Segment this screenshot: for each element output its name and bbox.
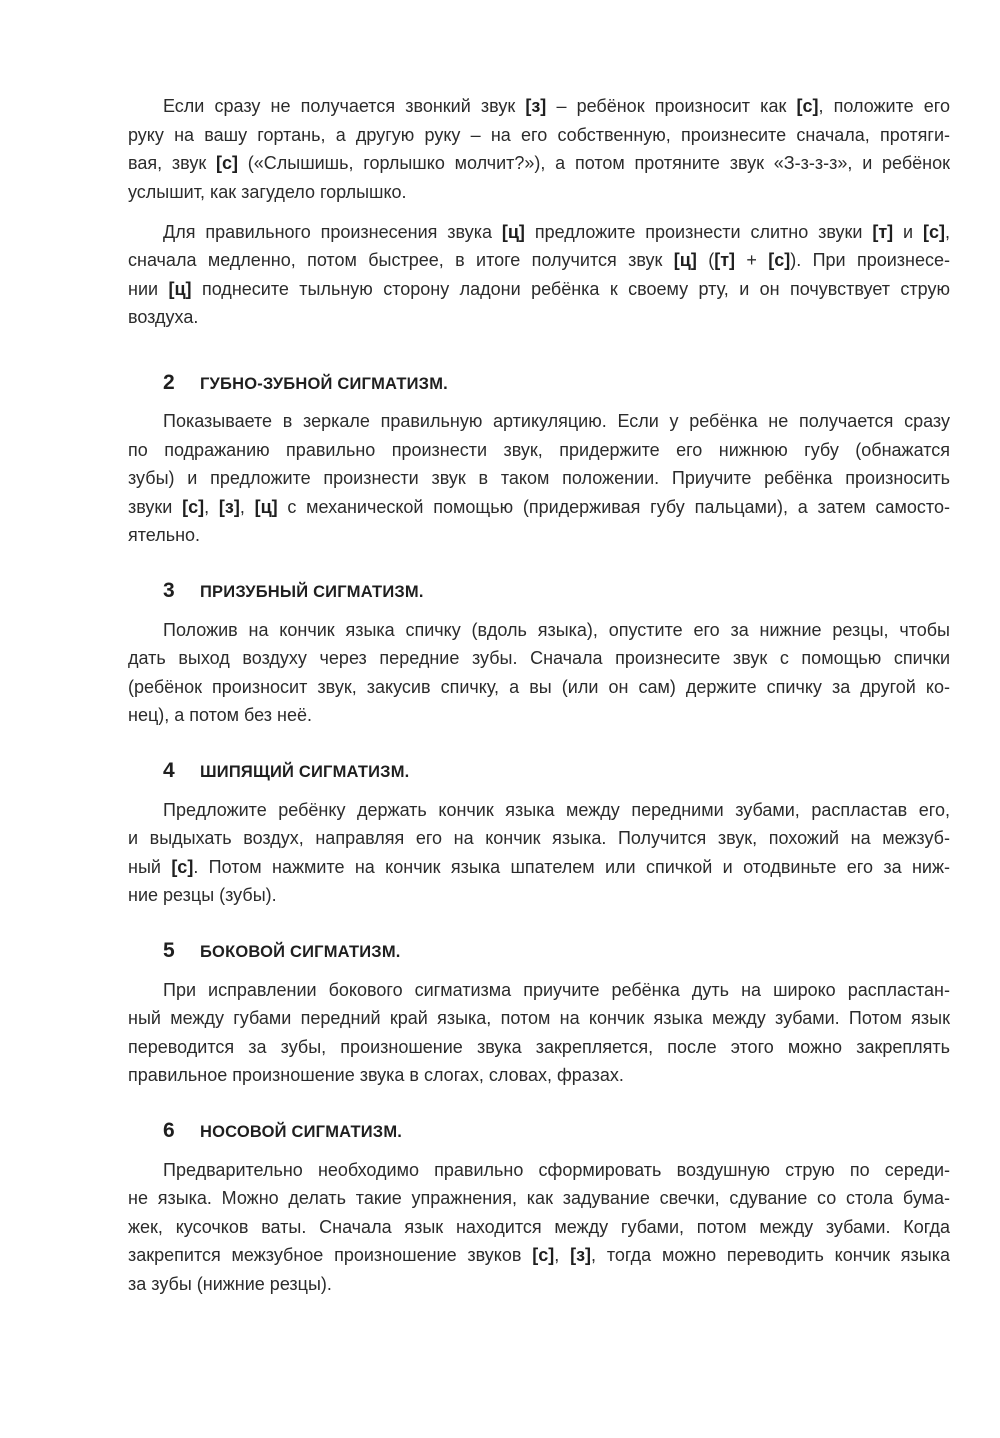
paragraph xyxy=(128,976,950,1090)
text-line xyxy=(128,407,950,436)
text-line xyxy=(128,178,950,207)
section-title: ШИПЯЩИЙ СИГМАТИЗМ. xyxy=(200,763,410,781)
section-title: ПРИЗУБНЫЙ СИГМАТИЗМ. xyxy=(200,583,424,601)
text-segment: сначала медленно, потом быстрее, в итоге получится звук xyxy=(128,250,674,270)
text-segment: Показываете в зеркале правильную артикуляцию. Если у ребёнка не получается сразу xyxy=(163,411,950,431)
sound-symbol: [т] xyxy=(714,250,736,270)
section-title: НОСОВОЙ СИГМАТИЗМ. xyxy=(200,1123,403,1141)
text-line xyxy=(128,1213,950,1242)
text-line xyxy=(128,1004,950,1033)
text-line xyxy=(128,796,950,825)
text-segment: не языка. Можно делать такие упражнения, как задувание свечки, сдувание со стола бума- xyxy=(128,1188,950,1208)
text-segment: переводится за зубы, произношение звука закрепляется, после этого можно закреплять xyxy=(128,1036,950,1057)
text-segment: , xyxy=(944,221,950,242)
text-segment: нии xyxy=(128,278,169,299)
sound-symbol: [с] xyxy=(922,221,945,242)
text-line xyxy=(128,275,950,304)
sound-symbol: [ц] xyxy=(501,221,525,242)
paragraph xyxy=(128,616,950,730)
text-segment: звуки xyxy=(128,496,183,517)
text-line xyxy=(128,92,950,121)
sound-symbol: [с] xyxy=(171,856,194,877)
text-segment: («Слышишь, горлышко молчит?»), а потом протяните звук «З-з-з-з», и ребёнок xyxy=(237,153,950,173)
sound-symbol: [з] xyxy=(525,96,547,116)
text-segment: + xyxy=(735,250,769,270)
text-line xyxy=(128,218,950,247)
text-line xyxy=(128,149,950,178)
text-line xyxy=(128,464,950,493)
page-body xyxy=(128,92,950,1298)
text-segment: вая, звук xyxy=(128,153,216,173)
text-line xyxy=(128,1156,950,1185)
text-segment: поднесите тыльную сторону ладони ребёнка к своему рту, и он почувствует струю xyxy=(191,278,950,299)
text-segment: ный между губами передний край языка, потом на кончик языка между зубами. Потом язык xyxy=(128,1008,950,1028)
text-segment: ). При произнесе- xyxy=(790,250,950,270)
section-heading xyxy=(128,1117,950,1146)
sound-symbol: [с] xyxy=(532,1245,555,1265)
text-segment: правильное произношение звука в слогах, словах, фразах. xyxy=(128,1065,624,1085)
text-segment: , xyxy=(554,1245,571,1265)
text-line xyxy=(128,1061,950,1090)
text-line xyxy=(128,121,950,150)
section-number: 4 xyxy=(163,759,175,782)
sound-symbol: [з] xyxy=(570,1245,592,1265)
text-line xyxy=(128,673,950,702)
text-segment: зубы) и предложите произнести звук в таком положении. Приучите ребёнка произносить xyxy=(128,468,950,488)
paragraph xyxy=(128,1156,950,1299)
paragraph xyxy=(128,218,950,332)
text-line xyxy=(128,976,950,1005)
sound-symbol: [с] xyxy=(215,153,238,173)
text-segment: нец), а потом без неё. xyxy=(128,705,312,725)
text-segment: закрепится межзубное произношение звуков xyxy=(128,1245,533,1265)
text-segment: с механической помощью (придерживая губу пальцами), а затем самосто- xyxy=(277,496,950,517)
section-number: 6 xyxy=(163,1119,175,1142)
section-number: 2 xyxy=(163,370,175,394)
text-line xyxy=(128,1033,950,1062)
sound-symbol: [с] xyxy=(182,496,205,517)
text-segment: и выдыхать воздух, направляя его на кончик языка. Получится звук, похожий на межзуб- xyxy=(128,828,950,848)
text-segment: . Потом нажмите на кончик языка шпателем или спичкой и отодвиньте его за ниж- xyxy=(193,856,951,877)
text-segment: , положите его xyxy=(818,96,950,116)
text-segment: воздуха. xyxy=(128,307,199,327)
paragraph xyxy=(128,92,950,206)
text-line xyxy=(128,644,950,673)
text-line xyxy=(128,853,950,882)
text-segment: Предложите ребёнку держать кончик языка между передними зубами, распластав его, xyxy=(163,799,950,820)
text-line xyxy=(128,881,950,910)
text-segment: – ребёнок произносит как xyxy=(546,96,797,116)
text-segment: за зубы (нижние резцы). xyxy=(128,1273,332,1294)
text-segment: При исправлении бокового сигматизма приучите ребёнка дуть на широко распластан- xyxy=(163,979,950,1000)
sound-symbol: [с] xyxy=(768,250,791,270)
text-segment: Предварительно необходимо правильно сформировать воздушную струю по середи- xyxy=(163,1159,950,1180)
section-heading xyxy=(128,937,950,966)
text-line xyxy=(128,1270,950,1299)
text-segment: , xyxy=(239,496,255,517)
section-heading xyxy=(128,369,950,398)
text-segment: руку на вашу гортань, а другую руку – на его собственную, произнесите сначала, протяги- xyxy=(128,124,950,145)
text-line xyxy=(128,436,950,465)
text-segment: , тогда можно переводить кончик языка xyxy=(591,1245,951,1265)
text-line xyxy=(128,824,950,853)
text-segment: Для правильного произнесения звука xyxy=(163,221,502,242)
text-segment: предложите произнести слитно звуки xyxy=(524,221,873,242)
text-segment: ятельно. xyxy=(128,525,201,545)
text-segment: ный xyxy=(128,856,172,877)
section-title: БОКОВОЙ СИГМАТИЗМ. xyxy=(200,943,401,961)
sound-symbol: [с] xyxy=(796,96,819,116)
sound-symbol: [ц] xyxy=(254,496,278,517)
section-number: 5 xyxy=(163,939,175,962)
text-segment: Положив на кончик языка спичку (вдоль языка), опустите его за нижние резцы, чтобы xyxy=(163,619,950,640)
section-title: ГУБНО-ЗУБНОЙ СИГМАТИЗМ. xyxy=(200,374,448,393)
text-line xyxy=(128,493,950,522)
text-line xyxy=(128,303,950,332)
text-segment: ние резцы (зубы). xyxy=(128,885,277,905)
text-segment: жек, кусочков ваты. Сначала язык находится между губами, потом между зубами. Когда xyxy=(128,1216,950,1237)
text-segment: дать выход воздуху через передние зубы. Сначала произнесите звук с помощью спички xyxy=(128,648,950,668)
text-segment: Если сразу не получается звонкий звук xyxy=(163,96,526,116)
text-line xyxy=(128,616,950,645)
text-segment: (ребёнок произносит звук, закусив спичку, а вы (или он сам) держите спичку за другой ко- xyxy=(128,676,950,697)
text-line xyxy=(128,521,950,550)
sound-symbol: [з] xyxy=(218,496,240,517)
paragraph xyxy=(128,796,950,910)
text-line xyxy=(128,1241,950,1270)
text-line xyxy=(128,1184,950,1213)
text-segment: и xyxy=(893,221,923,242)
sound-symbol: [ц] xyxy=(168,278,192,299)
text-line xyxy=(128,701,950,730)
section-heading xyxy=(128,757,950,786)
sound-symbol: [ц] xyxy=(673,250,697,270)
section-heading xyxy=(128,577,950,606)
text-segment: , xyxy=(204,496,219,517)
text-segment: по подражанию правильно произнести звук, придержите его нижнюю губу (обнажатся xyxy=(128,439,950,460)
text-segment: услышит, как загудело горлышко. xyxy=(128,181,407,202)
paragraph xyxy=(128,407,950,550)
text-line xyxy=(128,246,950,275)
text-segment: ( xyxy=(696,250,715,270)
sound-symbol: [т] xyxy=(872,221,894,242)
section-number: 3 xyxy=(163,579,175,602)
